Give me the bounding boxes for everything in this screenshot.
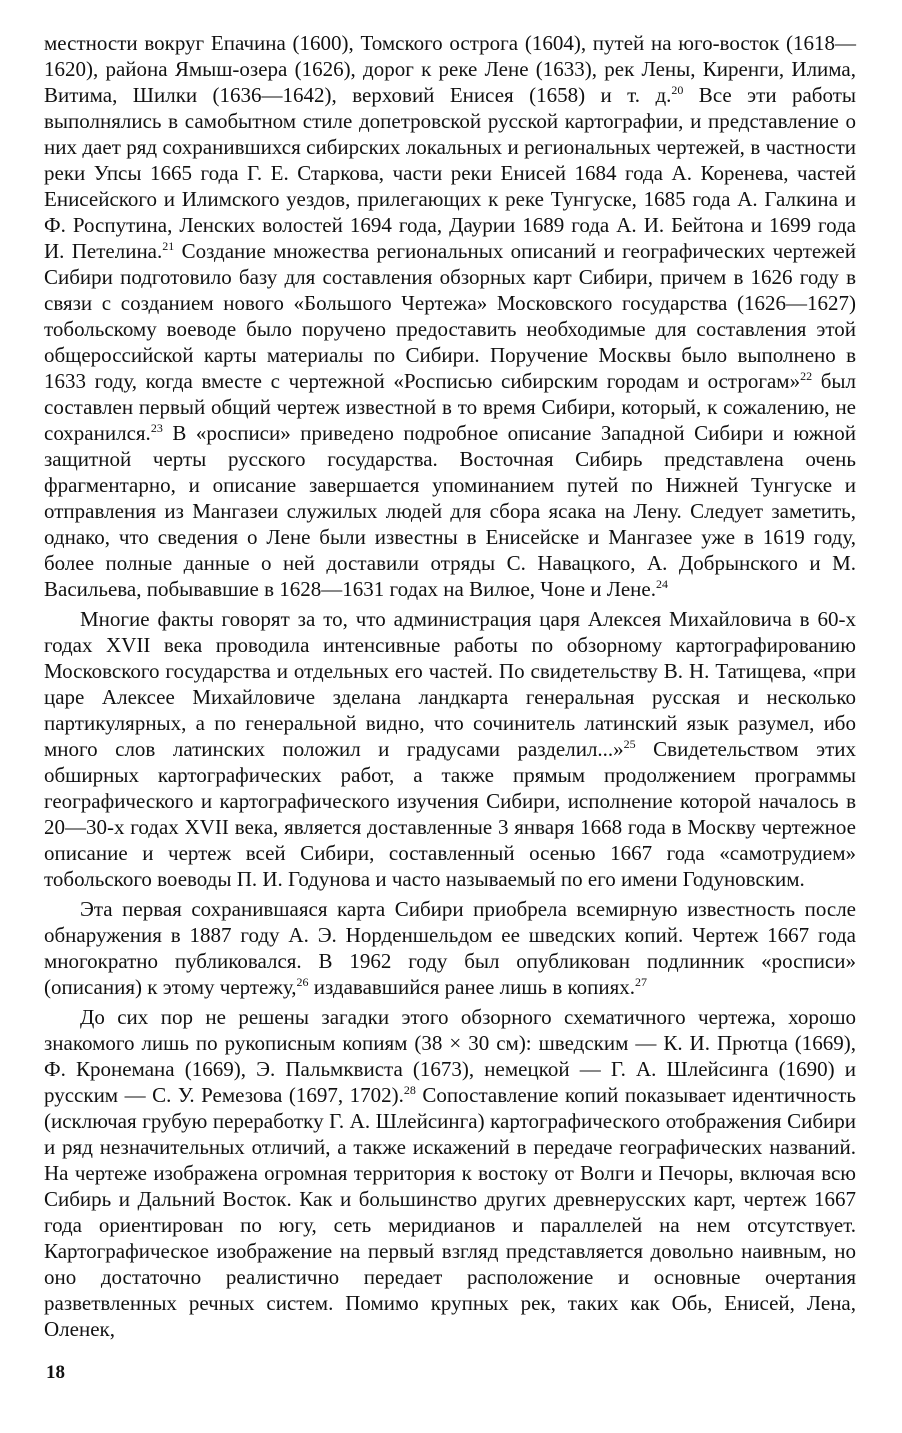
text-run: Свидетельством этих обширных картографических работ, а также прямым продолжением программы географического и картографического изучения Сибири, исполнение которой началось в 20—30-х годах XVII века, является доставленные 3 января 1668 года в Москву чертежное описание и чертеж всей Сибири, составленный осенью 1667 года «самотрудием» тобольского воеводы П. И. Годунова и часто называемый по его имени Годуновским. xyxy=(44,737,856,891)
page-body xyxy=(44,30,856,1346)
paragraph xyxy=(44,1004,856,1342)
text-run: издававшийся ранее лишь в копиях. xyxy=(308,975,636,999)
paragraph xyxy=(44,30,856,602)
footnote-marker: 21 xyxy=(162,239,175,253)
footnote-marker: 22 xyxy=(800,369,813,383)
text-run: Многие факты говорят за то, что администрация царя Алексея Михайловича в 60-х годах XVII века проводила интенсивные работы по обзорному картографированию Московского государства и отдельных его частей. По свидетельству В. Н. Татищева, «при царе Алексее Михайловиче зделана ландкарта генеральная русская и несколько партикулярных, а по генеральной видно, что сочинитель латинский язык разумел, ибо много слов латинских положил и градусами разделил...» xyxy=(44,607,856,761)
footnote-marker: 28 xyxy=(403,1083,416,1097)
text-run: До сих пор не решены загадки этого обзорного схематичного чертежа, хорошо знакомого лишь по рукописным копиям (38 × 30 см): шведским — К. И. Прютца (1669), Ф. Кронемана (1669), Э. Пальмквиста (1673), немецкой — Г. А. Шлейсинга (1690) и русским — С. У. Ремезова (1697, 1702). xyxy=(44,1005,856,1107)
page-number: 18 xyxy=(46,1362,65,1383)
text-run: Создание множества региональных описаний и географических чертежей Сибири подготовило базу для составления обзорных карт Сибири, причем в 1626 году в связи с созданием нового «Большого Чертежа» Московского государства (1626—1627) тобольскому воеводе было поручено предоставить необходимые для составления этой общероссийской карты материалы по Сибири. Поручение Москвы было выполнено в 1633 году, когда вместе с чертежной «Росписью сибирским городам и острогам» xyxy=(44,239,856,393)
text-run: Эта первая сохранившаяся карта Сибири приобрела всемирную известность после обнаружения в 1887 году А. Э. Норденшельдом ее шведских копий. Чертеж 1667 года многократно публиковался. В 1962 году был опубликован подлинник «росписи» (описания) к этому чертежу, xyxy=(44,897,856,999)
paragraph xyxy=(44,896,856,1000)
paragraph xyxy=(44,606,856,892)
footnote-marker: 23 xyxy=(150,421,163,435)
footnote-marker: 26 xyxy=(296,975,309,989)
text-run: В «росписи» приведено подробное описание Западной Сибири и южной защитной черты русского государства. Восточная Сибирь представлена очень фрагментарно, и описание завершается упоминанием путей по Нижней Тунгуске и отправления из Мангазеи служилых людей для сбора ясака на Лену. Следует заметить, однако, что сведения о Лене были известны в Енисейске и Мангазее уже в 1619 году, более полные данные о ней доставили отряды С. Навацкого, А. Добрынского и М. Васильева, побывавшие в 1628—1631 годах на Вилюе, Чоне и Лене. xyxy=(44,421,856,601)
footnote-marker: 20 xyxy=(671,83,684,97)
footnote-marker: 25 xyxy=(623,737,636,751)
footnote-marker: 24 xyxy=(655,577,668,591)
footnote-marker: 27 xyxy=(635,975,648,989)
text-run: местности вокруг Епачина (1600), Томского острога (1604), путей на юго-восток (1618—1620), района Ямыш-озера (1626), дорог к реке Лене (1633), рек Лены, Киренги, Илима, Витима, Шилки (1636—1642), верховий Енисея (1658) и т. д. xyxy=(44,31,856,107)
text-run: Все эти работы выполнялись в самобытном стиле допетровской русской картографии, и представление о них дает ряд сохранившихся сибирских локальных и региональных чертежей, в частности реки Упсы 1665 года Г. Е. Старкова, части реки Енисей 1684 года А. Коренева, частей Енисейского и Илимского уездов, прилегающих к реке Тунгуске, 1685 года А. Галкина и Ф. Роспутина, Ленских волостей 1694 года, Даурии 1689 года А. И. Бейтона и 1699 года И. Петелина. xyxy=(44,83,856,263)
text-run: был составлен первый общий чертеж известной в то время Сибири, который, к сожалению, не сохранился. xyxy=(44,369,857,445)
text-run: Сопоставление копий показывает идентичность (исключая грубую переработку Г. А. Шлейсинга) картографического отображения Сибири и ряд незначительных отличий, а также искажений в передаче географических названий. На чертеже изображена огромная территория к востоку от Волги и Печоры, включая всю Сибирь и Дальний Восток. Как и большинство других древнерусских карт, чертеж 1667 года ориентирован по югу, сеть меридианов и параллелей на нем отсутствует. Картографическое изображение на первый взгляд представляется довольно наивным, но оно достаточно реалистично передает расположение и основные очертания разветвленных речных систем. Помимо крупных рек, таких как Обь, Енисей, Лена, Оленек, xyxy=(44,1083,856,1341)
